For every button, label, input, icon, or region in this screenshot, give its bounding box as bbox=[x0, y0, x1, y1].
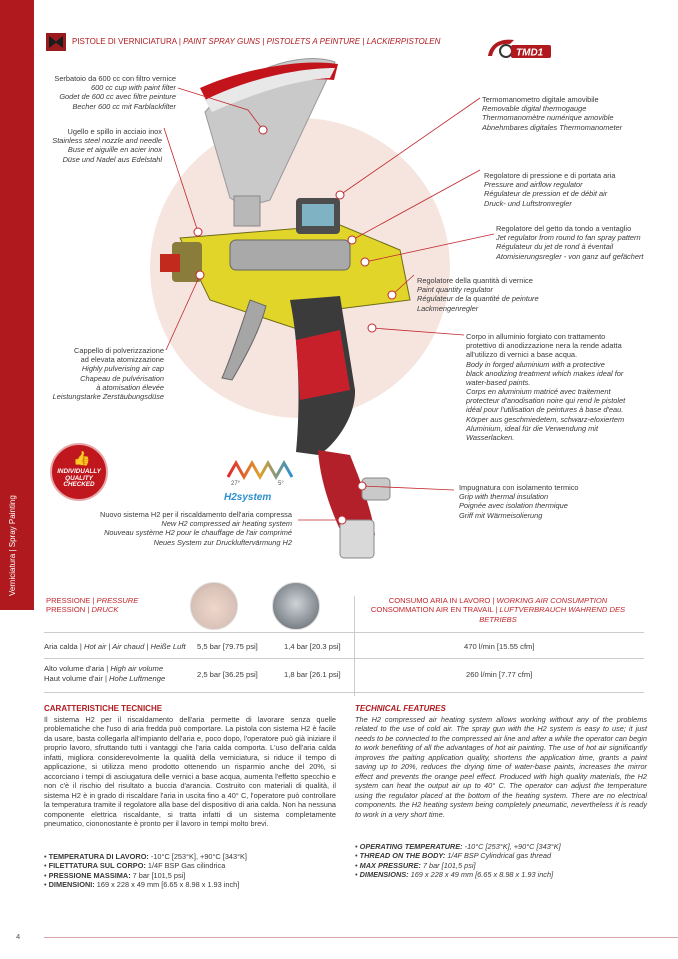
brand-name: TMD1 bbox=[516, 47, 544, 59]
table-header-consumption: CONSUMO ARIA IN LAVORO | WORKING AIR CONSUMPTION CONSOMMATION AIR EN TRAVAIL | LUFTVERBRAUCH WAHREND DES BETRIEBS bbox=[370, 596, 626, 624]
table-divider bbox=[354, 596, 355, 696]
quality-checked-badge: 👍 INDIVIDUALLY QUALITY CHECKED bbox=[50, 443, 108, 501]
tech-bullets-it bbox=[44, 852, 336, 890]
annotation-nozzle: Ugello e spillo in acciaio inox Stainless steel nozzle and needle Buse et aiguille en acier inox Düse und Nadel aus Edelstahl bbox=[52, 127, 162, 164]
annotation-grip: Impugnatura con isolamento termico Grip with thermal insulation Poignée avec isolation thermique Griff mit Wärmeisolierung bbox=[459, 483, 579, 520]
annotation-body: Corpo in alluminio forgiato con trattamento protettivo di anodizzazione nera la rende adatta all'utilizzo di vernici a base acqua. Body in forged aluminium with a protective black anodizing treatment which makes ideal for water-based paints. Corps en aluminium matricé avec traitement protecteur d'anodisation noire qui rend le pistolet idéal pour l'utilisation de peintures à base d'eau. Körper aus geschmiedetem, schwarz-eloxiertem Aluminium, ideal für die Verwendung mit Wasserlacken. bbox=[466, 332, 626, 442]
h2-system-logo: 27° 5° H2system bbox=[222, 457, 298, 507]
pressure-gauge-image bbox=[190, 582, 238, 630]
thumbs-up-icon: 👍 bbox=[73, 450, 91, 466]
page-number: 4 bbox=[16, 932, 21, 941]
list-item: • PRESSIONE MASSIMA: 7 bar [101,5 psi] bbox=[44, 870, 186, 880]
table-rule bbox=[44, 632, 644, 633]
table-cell-consumption: 470 l/min [15.55 cfm] bbox=[464, 642, 535, 651]
table-row: Aria calda | Hot air | Air chaud | Heiße Luft bbox=[44, 642, 186, 651]
table-row: Alto volume d'aria | High air volume Haut volume d'air | Hohe Luftmenge bbox=[44, 664, 166, 683]
table-header-pressure: PRESSIONE | PRESSURE PRESSION | DRUCK bbox=[46, 596, 139, 615]
table-cell-p1: 5,5 bar [79.75 psi] bbox=[197, 642, 258, 651]
gun-detail-image bbox=[272, 582, 320, 630]
list-item: • TEMPERATURA DI LAVORO: -10°C [253°K], +90°C [343°K] bbox=[44, 852, 247, 861]
list-item: • MAX PRESSURE: 7 bar [101,5 psi] bbox=[355, 860, 476, 870]
category-title: PISTOLE DI VERNICIATURA | PAINT SPRAY GUNS | PISTOLETS A PEINTURE | LACKIERPISTOLEN bbox=[72, 36, 441, 46]
tech-bullets-en bbox=[355, 842, 647, 880]
annotation-h2-system: Nuovo sistema H2 per il riscaldamento dell'aria compressa New H2 compressed air heating system Nouveau système H2 pour le chauffage de l'air comprimé Neues System zur Druckluftervärmung H2 bbox=[99, 510, 292, 547]
table-cell-p2: 1,4 bar [20.3 psi] bbox=[284, 642, 341, 651]
sidebar-section-label: Verniciatura | Spray Painting bbox=[8, 495, 17, 596]
annotation-thermo: Termomanometro digitale amovibile Removable digital thermogauge Thermomanomètre numérique amovible Abnehmbares digitales Thermomanometer bbox=[482, 95, 623, 132]
list-item: • FILETTATURA SUL CORPO: 1/4F BSP Gas cilindrica bbox=[44, 861, 226, 871]
annotation-cup: Serbatoio da 600 cc con filtro vernice 600 cc cup with paint filter Godet de 600 cc avec filtre peinture Becher 600 cc mit Farblackfilter bbox=[54, 74, 176, 111]
annotation-paint-quantity: Regolatore della quantità di vernice Paint quantity regulator Régulateur de la quantité de peinture Lackmengenregler bbox=[417, 276, 539, 313]
table-cell-p1: 2,5 bar [36.25 psi] bbox=[197, 670, 258, 679]
tech-title-en: TECHNICAL FEATURES bbox=[355, 704, 446, 713]
annotation-jet: Regolatore del getto da tondo a ventaglio Jet regulator from round to fan spray pattern Régulateur du jet de rond à éventail Atomisierungsregler - von ganz auf gefächert bbox=[496, 224, 644, 261]
annotation-aircap: Cappello di polverizzazione ad elevata atomizzazione Highly pulverising air cap Chapeau de pulvérisation à atomisation élevée Leistungstarke Zerstäubungsdüse bbox=[52, 346, 164, 401]
list-item: • DIMENSIONS: 169 x 228 x 49 mm [6.65 x 8.98 x 1.93 inch] bbox=[355, 870, 554, 880]
table-rule bbox=[44, 692, 644, 693]
tech-body-en: The H2 compressed air heating system allows working without any of the problems related to the use of cold air. The spray gun with the H2 system is easy to use; it just needs to be connected to the compressed air line and after a while the operator can begin to work benefiting of all the advantages of hot air painting. The use of hot air significantly improves the paiting application quality, shortens the application time, grants a paint saving up to 20%, reduces the drying time of water-base paints, increases the mirror effect and prevents the orange peel effect. Produced with high quality materials, the H2 system can heat the output air up to 40° C. The operator can adjust the temperature using the regulator placed at the bottom of the heating system. There are no electrical components. the H2 heating system being completely pneumatic, nevertheless it is ready to work in a very short time. bbox=[355, 715, 647, 819]
table-cell-consumption: 260 l/min [7.77 cfm] bbox=[466, 670, 533, 679]
table-rule bbox=[44, 658, 644, 659]
list-item: • THREAD ON THE BODY: 1/4F BSP Cylindrical gas thread bbox=[355, 851, 552, 861]
footer-rule bbox=[44, 937, 678, 938]
table-cell-p2: 1,8 bar [26.1 psi] bbox=[284, 670, 341, 679]
list-item: • DIMENSIONI: 169 x 228 x 49 mm [6.65 x 8.98 x 1.93 inch] bbox=[44, 880, 240, 890]
tech-body-it: Il sistema H2 per il riscaldamento dell'aria permette di lavorare senza quelle problematiche che l'uso di aria fredda può comportare. La pistola con sistema H2 è facile da usare, basta collegarla all'impianto dell'aria e, poco dopo, l'operatore può già iniziare il proprio lavoro, sfruttando tutti i vantaggi che l'aria calda comporta. L'uso dell'aria calda infatti, migliora considerevolmente la qualità della verniciatura, si riduce il tempo di applicazione, si utilizza meno prodotto ottenendo un risparmio anche del 20%, si accorciano i tempi di asciugatura delle vernici a base acqua, aumenta l'effetto specchio e non c'è il rischio del risultato a buccia d'arancia. Costruito con materiali di qualità, il sistema H2 è in grado di riscaldare l'aria in uscita fino a 40° C, l'operatore può controllare la temperatura tramite il regolatore alla base del dispositivo di aria calda. Non ha nessuna componente elettrica riscaldante, si tratta infatti di un sistema completamente pneumatico, ciononostante è pronto per il lavoro in tempi molto brevi. bbox=[44, 715, 336, 829]
tech-title-it: CARATTERISTICHE TECNICHE bbox=[44, 704, 163, 713]
heat-wave-icon bbox=[222, 457, 298, 483]
list-item: • OPERATING TEMPERATURE: -10°C [253°K], +90°C [343°K] bbox=[355, 842, 561, 851]
annotation-pressure: Regolatore di pressione e di portata aria Pressure and airflow regulator Régulateur de pression et de débit air Druck- und Luftstromregler bbox=[484, 171, 616, 208]
